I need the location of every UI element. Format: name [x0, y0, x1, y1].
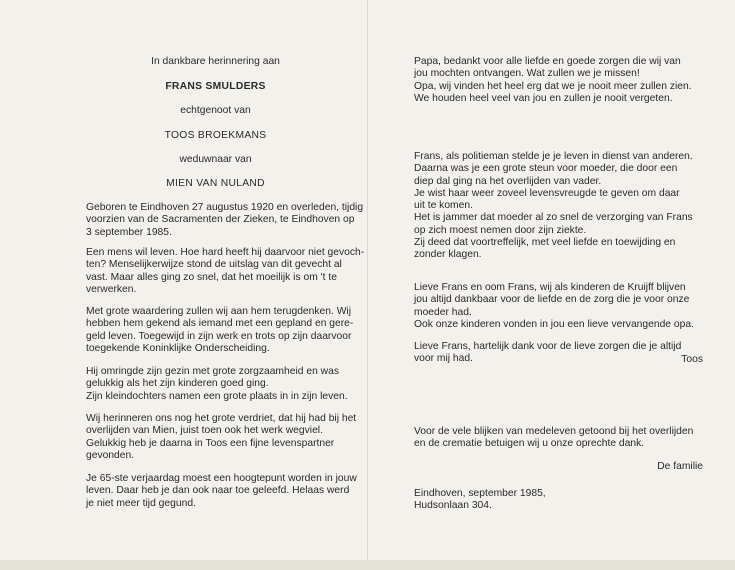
text-line: We houden heel veel van jou en zullen je nooit vergeten. — [414, 92, 673, 104]
text-line: vast. Maar alles ging zo snel, dat het moeilijk is om 't te — [86, 271, 337, 283]
card-bottom-edge — [0, 560, 735, 570]
text-line: gevonden. — [86, 449, 135, 461]
thanks-message — [414, 426, 693, 451]
text-line: Het is jammer dat moeder al zo snel de verzorging van Frans — [414, 212, 693, 224]
text-line: gelukkig als het zijn kinderen goed ging. — [86, 378, 269, 390]
text-line: zonder klagen. — [414, 249, 482, 261]
text-line: voor mij had. — [414, 353, 473, 365]
birth-death-paragraph — [86, 202, 364, 239]
birthday-paragraph — [86, 473, 357, 510]
appreciation-paragraph — [86, 306, 354, 355]
text-line: Daarna was je een grote steun voor moeder, die door een — [414, 163, 678, 175]
text-line: Gelukkig heb je daarna in Toos een fijne levenspartner — [86, 437, 335, 449]
life-paragraph — [86, 247, 365, 296]
signature-toos: Toos — [681, 354, 703, 365]
family-paragraph — [86, 366, 348, 403]
text-line: jou altijd dankbaar voor de liefde en de zorg die je voor onze — [414, 294, 690, 306]
text-line: Ook onze kinderen vonden in jou een lieve vervangende opa. — [414, 318, 694, 330]
text-line: je niet meer tijd gegund. — [86, 497, 196, 509]
text-line: Lieve Frans en oom Frans, wij als kinderen de Kruijff blijven — [414, 282, 686, 293]
text-line: hebben hem gekend als iemand met een gepland en gere- — [86, 318, 354, 330]
text-line: Je wist haar weer zoveel levensvreugde te geven om daar — [414, 187, 680, 199]
text-line: Lieve Frans, hartelijk dank voor de lieve zorgen die je altijd — [414, 341, 682, 352]
memory-paragraph — [86, 413, 357, 462]
tribute-message — [414, 151, 693, 262]
text-line: en de crematie betuigen wij u onze oprechte dank. — [414, 438, 645, 450]
signature-family: De familie — [657, 461, 703, 472]
text-line: Je 65-ste verjaardag moest een hoogtepunt worden in jouw — [86, 473, 357, 484]
place-date: Eindhoven, september 1985, — [414, 488, 546, 499]
text-line: Hij omringde zijn gezin met grote zorgzaamheid en was — [86, 366, 339, 377]
text-line: Een mens wil leven. Hoe hard heeft hij daarvoor niet gevoch- — [86, 247, 365, 258]
text-line: Wij herinneren ons nog het grote verdriet, dat hij had bij het — [86, 413, 357, 424]
text-line: jou mochten ontvangen. Wat zullen we je missen! — [414, 68, 640, 80]
intro-line: In dankbare herinnering aan — [151, 56, 280, 67]
text-line: diep dal ging na het overlijden van vader. — [414, 175, 602, 187]
text-line: Voor de vele blijken van medeleven getoond bij het overlijden — [414, 426, 694, 437]
children-message — [414, 56, 692, 105]
text-line: moeder had. — [414, 306, 472, 318]
text-line: overlijden van Mien, juist toen ook het werk wegviel. — [86, 425, 323, 437]
relation-line-2: weduwnaar van — [179, 154, 252, 165]
deceased-name: FRANS SMULDERS — [165, 81, 266, 92]
text-line: leven. Daar heb je dan ook naar toe geleefd. Helaas werd — [86, 485, 350, 497]
stepchildren-message — [414, 282, 694, 331]
text-line: Zij deed dat voortreffelijk, met veel liefde en toewijding en — [414, 237, 676, 249]
text-line: Opa, wij vinden het heel erg dat we je nooit meer zullen zien. — [414, 80, 692, 92]
relation-line-1: echtgenoot van — [180, 105, 251, 116]
text-line: uit te komen. — [414, 200, 473, 212]
text-line: geld leven. Toegewijd in zijn werk en trots op zijn daarvoor — [86, 330, 352, 342]
text-line: Geboren te Eindhoven 27 augustus 1920 en overleden, tijdig — [86, 202, 364, 213]
text-line: toegekende Koninklijke Onderscheiding. — [86, 342, 270, 354]
text-line: Met grote waardering zullen wij aan hem terugdenken. Wij — [86, 306, 351, 317]
text-line: verwerken. — [86, 283, 137, 295]
text-line: op zich moest nemen door zijn ziekte. — [414, 224, 587, 236]
text-line: Frans, als politieman stelde je je leven in dienst van anderen. — [414, 151, 693, 162]
place-address — [414, 488, 546, 513]
spouse-name: TOOS BROEKMANS — [164, 130, 267, 141]
text-line: 3 september 1985. — [86, 226, 172, 238]
text-line: voorzien van de Sacramenten der Zieken, te Eindhoven op — [86, 214, 355, 226]
address: Hudsonlaan 304. — [414, 500, 492, 512]
text-line: Papa, bedankt voor alle liefde en goede zorgen die wij van — [414, 56, 681, 67]
first-spouse-name: MIEN VAN NULAND — [166, 178, 265, 189]
text-line: Zijn kleindochters namen een grote plaats in in zijn leven. — [86, 390, 348, 402]
text-line: ten? Menselijkerwijze stond de uitslag van dit gevecht al — [86, 259, 342, 271]
card-fold-line — [367, 0, 368, 570]
